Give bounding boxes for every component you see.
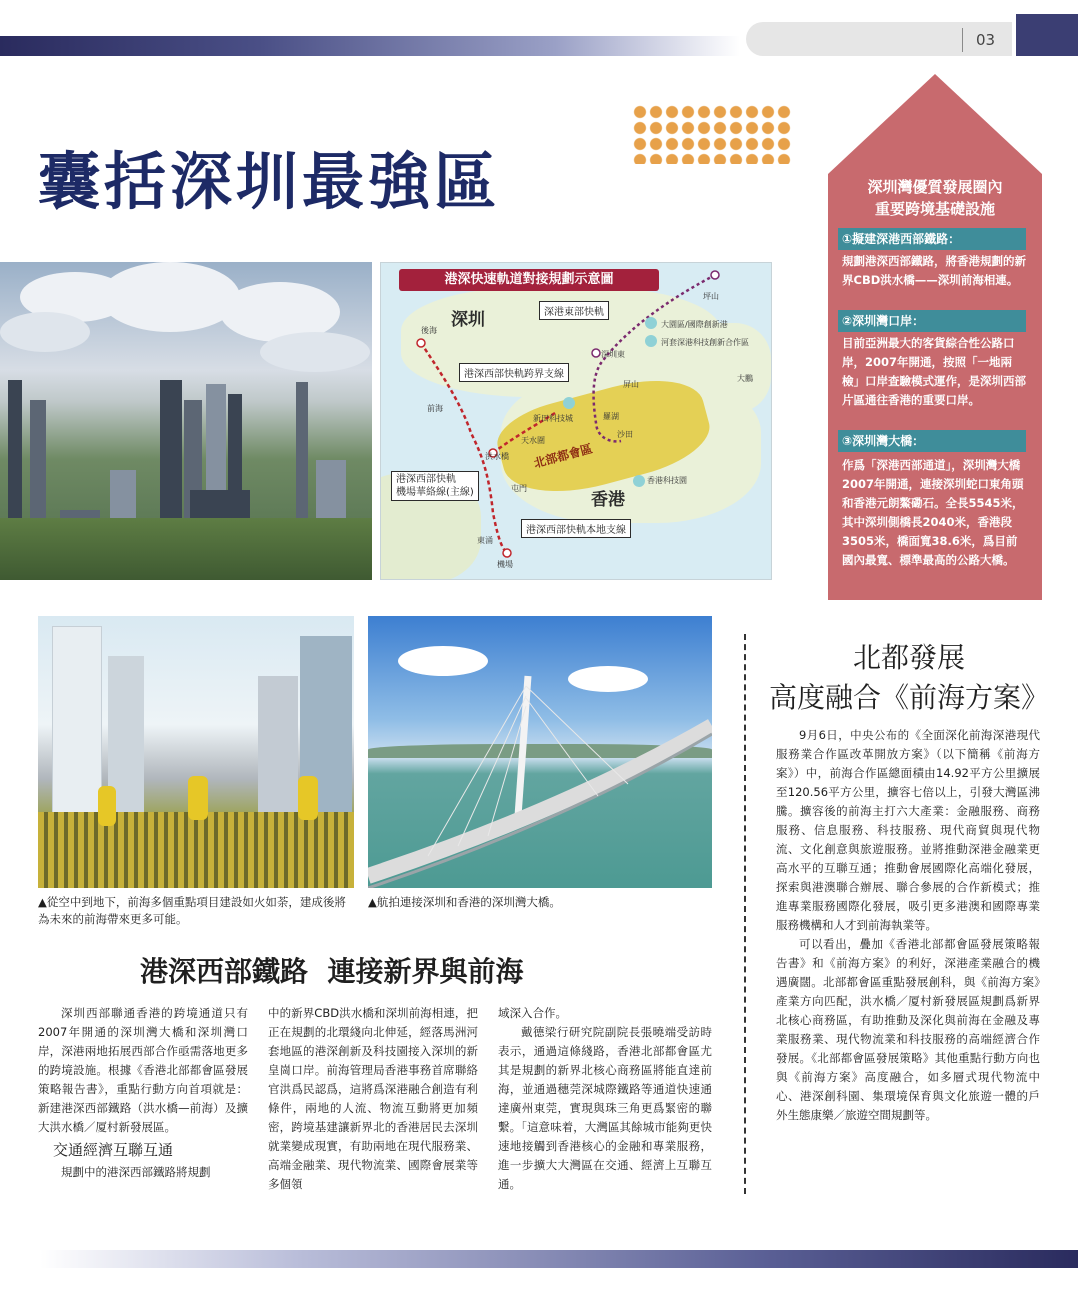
column-divider [744, 634, 746, 1194]
article-paragraph: 中的新界CBD洪水橋和深圳前海相連，把正在規劃的北環綫向北伸延，經落馬洲河套地區的港深創新及科技園接入深圳的新皇崗口岸。前海管理局香港事務首席聯絡官洪爲民認爲，這將爲深港融合創造有利條件，兩地的人流、物流互動將更加頻密，跨境基建讓新界北的香港居民去深圳就業變成現實，有助兩地在現代服務業、高端金融業、現代物流業、國際會展業等多個領 [268, 1006, 478, 1191]
sidebar-item-text: 規劃港深西部鐵路，將香港規劃的新界CBD洪水橋——深圳前海相連。 [842, 254, 1026, 287]
map-label-west-local: 港深西部快軌本地支線 [521, 519, 631, 538]
map-label-luohu: 羅湖 [603, 412, 619, 421]
map-label-daya: 大鵬 [737, 374, 753, 383]
sidebar-item-heading: ①擬建深港西部鐵路： [838, 228, 1026, 250]
west-rail-headline: 港深西部鐵路 連接新界與前海 [140, 955, 524, 988]
bridge-drawing [368, 616, 712, 888]
page-number: 03 [962, 28, 1008, 52]
article-paragraph: 規劃中的港深西部鐵路將規劃 [61, 1165, 211, 1179]
article-column-2 [268, 1004, 478, 1194]
map-label-houhai: 後海 [421, 326, 437, 335]
article-column-3 [498, 1004, 712, 1194]
north-headline-line1: 北都發展 [852, 641, 965, 674]
map-label-shenzhen-east: 深圳東 [601, 350, 625, 359]
page-headline: 囊括深圳最強區 [38, 145, 501, 218]
map-label-tuenmun: 屯門 [511, 484, 527, 493]
map-label-shenzhen: 深圳 [451, 310, 485, 330]
sidebar-item-heading: ③深圳灣大橋： [838, 430, 1026, 452]
map-label-sanjian: 新田科技城 [533, 414, 573, 423]
article-column-1 [38, 1004, 248, 1182]
construction-site-photo [38, 616, 354, 888]
qianhai-skyline-photo [0, 262, 372, 580]
north-metropolis-headline [764, 638, 1054, 718]
article-subheading: 交通經濟互聯互通 [53, 1141, 174, 1159]
map-label-hongshuiqiao: 洪水橋 [485, 452, 509, 461]
sidebar-title-line1: 深圳灣優質發展圈內 [867, 178, 1003, 196]
article-paragraph: 戴德梁行研究院副院長張曉端受訪時表示，通過這條綫路，香港北部都會區尤其是規劃的新界北核心商務區將能直達前海，並通過穗莞深城際鐵路等通道快速通達廣州東莞，實現與珠三角更爲緊密的聯繫。「這意味着，大灣區其餘城市能夠更快速地接觸到香港核心的金融和專業服務，進一步擴大大灣區在交通、經濟上互聯互通。 [498, 1025, 712, 1191]
sidebar-title [840, 176, 1030, 220]
sidebar-item-text: 作爲「深港西部通道」，深圳灣大橋2007年開通，連接深圳蛇口東角頭和香港元朗鰲磡石。全長5545米，其中深圳側橋長2040米，香港段3505米，橋面寬38.6米，爲目前國內最寬、標準最高的公路大橋。 [842, 458, 1024, 567]
article-paragraph: 9月6日，中央公布的《全面深化前海深港現代服務業合作區改革開放方案》（以下簡稱《前海方案》）中，前海合作區總面積由14.92平方公里擴展至120.56平方公里，擴容七倍以上，引發大灣區沸騰。擴容後的前海主打六大產業：金融服務、商務服務、信息服務、科技服務、現代商貿與現代物流、文化創意與旅遊服務。並將推動深港金融業更高水平的互聯互通；推動會展國際化高端化發展，探索與港澳聯合辦展、聯合參展的合作新模式；推進專業服務國際化發展，吸引更多港澳和國際專業服務機構和人才到前海執業等。 [776, 728, 1040, 932]
article-paragraph: 深圳西部聯通香港的跨境通道只有2007年開通的深圳灣大橋和深圳灣口岸，深港兩地拓展西部合作亟需落地更多的跨境設施。根據《香港北部都會區發展策略報告書》，重點行動方向首項就是：新建港深西部鐵路（洪水橋—前海）及擴大洪水橋／厦村新發展區。 [38, 1006, 248, 1134]
dot-pattern-decoration [632, 104, 792, 164]
map-label-east-rail: 深港東部快軌 [539, 301, 609, 320]
map-label-hongkong: 香港 [591, 490, 625, 510]
bridge-photo-caption: ▲航拍連接深圳和香港的深圳灣大橋。 [368, 895, 561, 909]
sidebar-item-text: 目前亞洲最大的客貨綜合性公路口岸，2007年開通，按照「一地兩檢」口岸查驗模式運作，是深圳西部片區通往香港的重要口岸。 [842, 336, 1026, 407]
map-label-west-crossing: 港深西部快軌跨界支線 [459, 363, 569, 382]
footer-band [40, 1250, 1078, 1268]
map-label-innovation-park: 大園區/國際創新港 [661, 320, 728, 329]
north-metropolis-label: 北部都會區 [532, 441, 594, 471]
map-label-qianhai: 前海 [427, 404, 443, 413]
map-label-west-airport: 港深西部快軌 機場華絡線(主線) [391, 471, 479, 501]
north-headline-line2: 高度融合《前海方案》 [768, 681, 1049, 714]
map-label-shatin: 沙田 [617, 430, 633, 439]
article-paragraph: 可以看出，疊加《香港北部都會區發展策略報告書》和《前海方案》的利好，深港產業融合的機遇廣闊。北部都會區重點發展創科，與《前海方案》產業方向匹配，洪水橋／厦村新發展區規劃爲新界北核心商務區，有助推動及深化與前海在金融及專業服務業、現代物流業和科技服務的高端經濟合作發展。《北部都會區發展策略》其他重點行動方向也與《前海方案》高度融合，如多層式現代物流中心、港深創科園、集環境保育與文化旅遊一體的戶外生態康樂／旅遊空間規劃等。 [776, 937, 1040, 1122]
rail-plan-map [380, 262, 772, 580]
map-label-fengxiang: 屏山 [623, 380, 639, 389]
shenzhen-bay-bridge-photo [368, 616, 712, 888]
map-title: 港深快速軌道對接規劃示意圖 [399, 269, 659, 291]
article-paragraph: 域深入合作。 [498, 1006, 567, 1020]
article-column-right [776, 726, 1040, 1125]
map-label-loop-park: 河套深港科技創新合作區 [661, 338, 749, 347]
construction-photo-caption: ▲從空中到地下，前海多個重點項目建設如火如荼，建成後將為未來的前海帶來更多可能。 [38, 895, 346, 926]
sidebar-title-line2: 重要跨境基礎設施 [874, 200, 995, 218]
map-label-lantau: 東涌 [477, 536, 493, 545]
header-band [0, 36, 740, 56]
map-label-airport: 機場 [497, 560, 513, 569]
map-label-pingshan: 坪山 [703, 292, 719, 301]
sidebar-item-heading: ②深圳灣口岸： [838, 310, 1026, 332]
header-corner-block [1016, 14, 1078, 56]
map-label-science-park: 香港科技園 [647, 476, 687, 485]
map-label-tianshuiwei: 天水圍 [521, 436, 545, 445]
